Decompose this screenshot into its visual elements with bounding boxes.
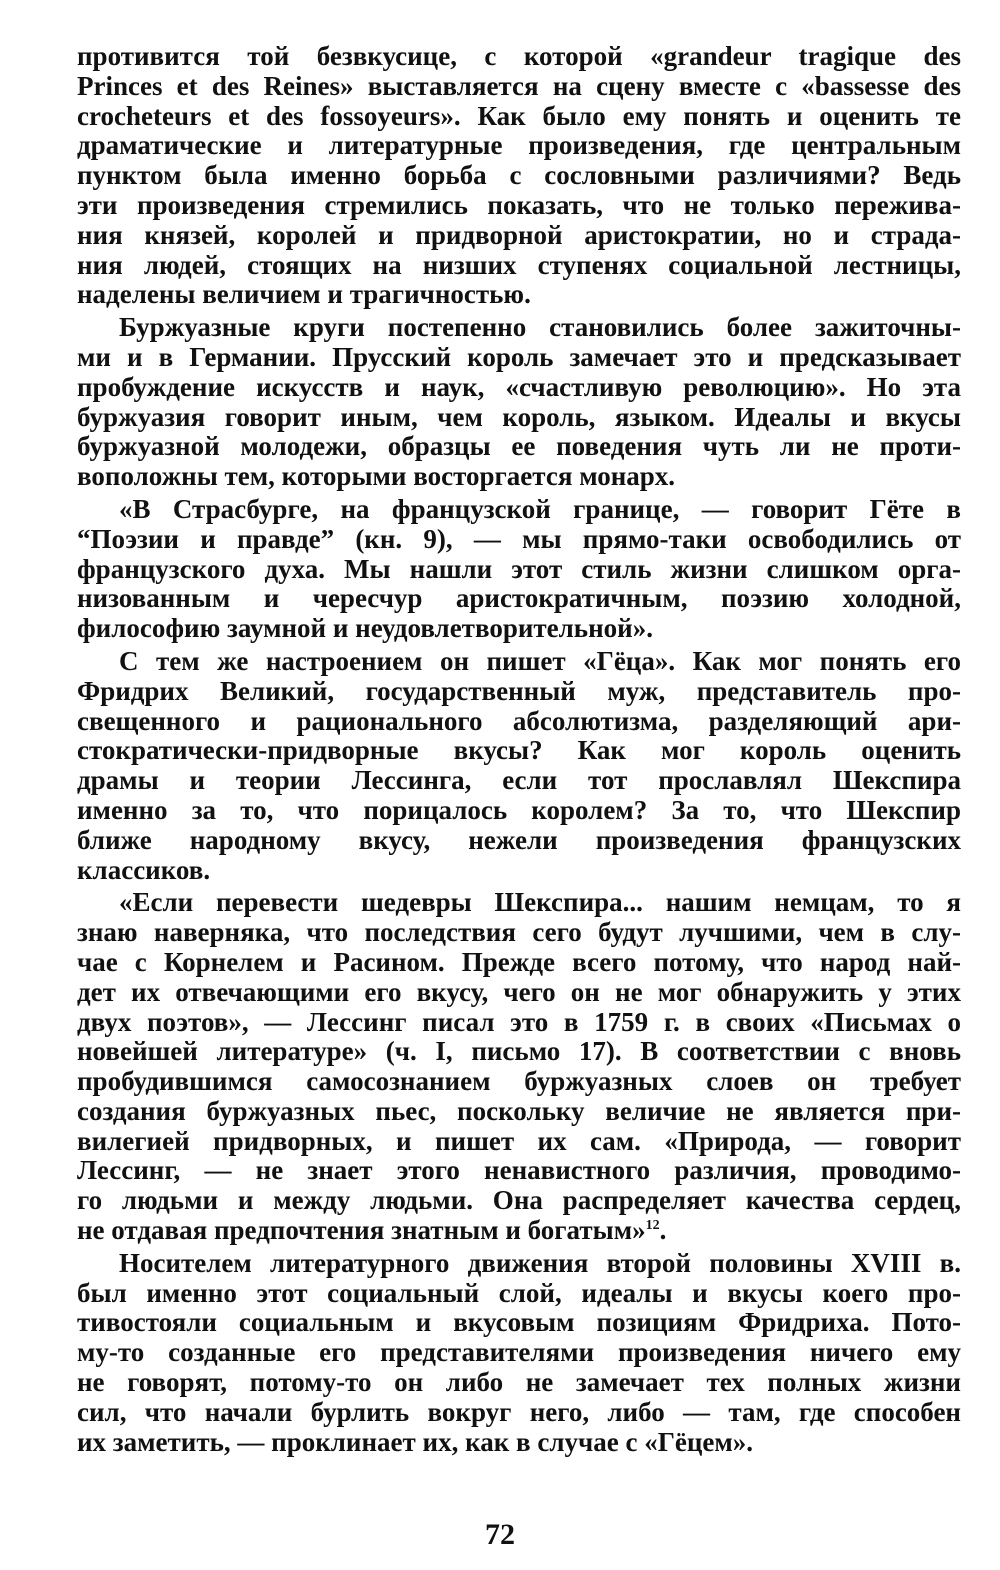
text-line: «В Страсбурге, на французской границе, — говорит Гёте в	[119, 493, 961, 524]
text-line: пробудившимся самосознанием буржуазных слоев он требует	[77, 1066, 961, 1097]
paragraph	[77, 1249, 961, 1458]
text-line: Princes et des Reines» выставляется на сцену вместе с «bassesse des	[77, 70, 961, 101]
text-line: драмы и теории Лессинга, если тот прославлял Шекспира	[77, 765, 961, 796]
text-line: философию заумной и неудовлетворительной».	[77, 613, 653, 644]
paragraph	[77, 42, 961, 310]
footnote-marker[interactable]: 12	[645, 1218, 660, 1234]
text-line: вилегией придворных, и пишет их сам. «Природа, — говорит	[77, 1125, 961, 1156]
text-line: новейшей литературе» (ч. I, письмо 17). В соответствии с вновь	[77, 1036, 961, 1067]
paragraph	[77, 313, 961, 492]
text-line: сил, что начали бурлить вокруг него, либо — там, где способен	[77, 1396, 961, 1427]
footnote-trailing-punctuation: .	[659, 1215, 667, 1246]
text-line: ния людей, стоящих на низших ступенях социальной лестницы,	[77, 249, 961, 280]
text-line: свещенного и рационального абсолютизма, разделяющий ари-	[77, 705, 961, 736]
text-line: наделены величием и трагичностью.	[77, 279, 531, 310]
paragraph	[77, 647, 961, 885]
text-line: создания буржуазных пьес, поскольку величие не является при-	[77, 1095, 961, 1126]
text-line: Носителем литературного движения второй половины XVIII в.	[119, 1247, 961, 1278]
paragraph	[77, 888, 961, 1246]
text-line: ния князей, королей и придворной аристократии, но и страда-	[77, 219, 961, 250]
text-line: классиков.	[77, 854, 211, 885]
text-line: французского духа. Мы нашли этот стиль жизни слишком орга-	[77, 553, 961, 584]
text-line: драматические и литературные произведения, где центральным	[77, 130, 961, 161]
text-line: Буржуазные круги постепенно становились более зажиточны-	[119, 312, 961, 343]
text-line: противится той безвкусице, с которой «grandeur tragique des	[77, 41, 961, 71]
text-line: дет их отвечающими его вкусу, чего он не мог обнаружить у этих	[77, 976, 961, 1007]
text-line: Лессинг, — не знает этого ненавистного различия, проводимо-	[77, 1155, 961, 1186]
text-line: го людьми и между людьми. Она распределяет качества сердец,	[77, 1185, 961, 1216]
text-line: буржуазной молодежи, образцы ее поведения чуть ли не проти-	[77, 431, 961, 462]
text-line: их заметить, — проклинает их, как в случае с «Гёцем».	[77, 1426, 754, 1457]
text-line: Фридрих Великий, государственный муж, представитель про-	[77, 675, 961, 706]
text-line: тивостояли социальным и вкусовым позициям Фридриха. Пото-	[77, 1307, 961, 1338]
text-line: низованным и чересчур аристократичным, поэзию холодной,	[77, 583, 961, 614]
text-line: «Если перевести шедевры Шекспира... нашим немцам, то я	[119, 887, 961, 918]
text-line: знаю наверняка, что последствия сего будут лучшими, чем в слу-	[77, 917, 961, 948]
text-line: буржуазия говорит иным, чем король, языком. Идеалы и вкусы	[77, 401, 961, 432]
text-line: чае с Корнелем и Расином. Прежде всего потому, что народ най-	[77, 946, 961, 977]
text-line: воположны тем, которыми восторгается монарх.	[77, 461, 676, 492]
text-line: стократически-придворные вкусы? Как мог король оценить	[77, 735, 961, 766]
text-line: ми и в Германии. Прусский король замечает это и предсказывает	[77, 341, 961, 372]
page-number: 72	[485, 1518, 515, 1551]
text-line: был именно этот социальный слой, идеалы и вкусы коего про-	[77, 1277, 961, 1308]
text-line: “Поэзии и правде” (кн. 9), — мы прямо-таки освободились от	[77, 523, 961, 554]
text-line: му-то созданные его представителями произведения ничего ему	[77, 1337, 961, 1368]
text-line: не отдавая предпочтения знатным и богатым»$^{12}$.	[77, 1215, 667, 1246]
text-line: именно за то, что порицалось королем? За то, что Шекспир	[77, 794, 961, 825]
text-line: ближе народному вкусу, нежели произведения французских	[77, 824, 961, 855]
text-line: двух поэтов», — Лессинг писал это в 1759 г. в своих «Письмах о	[77, 1006, 961, 1037]
text-line: пробуждение искусств и наук, «счастливую революцию». Но эта	[77, 371, 961, 402]
paragraph	[77, 495, 961, 644]
text-line: crocheteurs et des fossoyeurs». Как было ему понять и оценить те	[77, 100, 961, 131]
text-line: пунктом была именно борьба с сословными различиями? Ведь	[77, 160, 961, 191]
body-text	[77, 42, 961, 1457]
text-line: С тем же настроением он пишет «Гёца». Как мог понять его	[119, 645, 961, 676]
text-line: эти произведения стремились показать, что не только пережива-	[77, 189, 961, 220]
text-line: не говорят, потому-то он либо не замечает тех полных жизни	[77, 1367, 961, 1398]
